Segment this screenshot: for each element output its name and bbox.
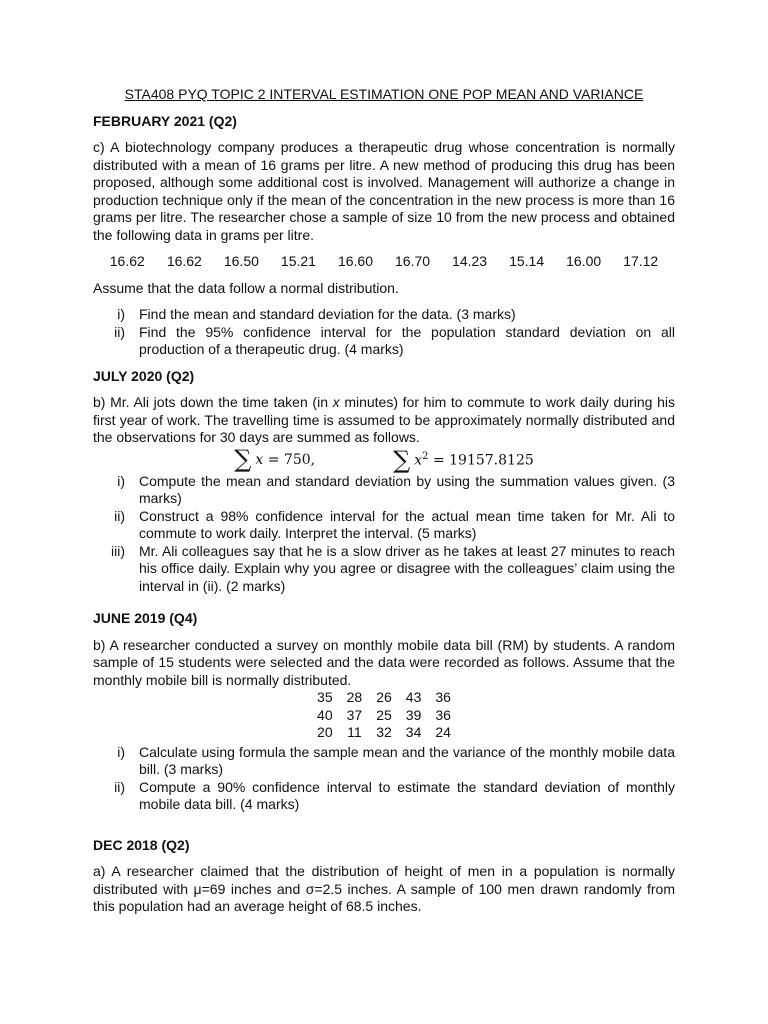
table-cell: 20 (317, 724, 333, 740)
section-heading-jul-2020: JULY 2020 (Q2) (93, 367, 195, 384)
data-value: 16.62 (166, 253, 202, 269)
table-cell: 37 (346, 706, 363, 723)
question-item (93, 324, 675, 359)
table-cell: 34 (405, 724, 422, 740)
question-text: Mr. Ali colleagues say that he is a slow driver as he takes at least 27 minutes to reach his office daily. Explain why you agree or disagree with the colleagues’ claim using the interval in (ii). (2 marks) (139, 542, 675, 594)
table-cell: 40 (317, 706, 333, 723)
question-text: Find the 95% confidence interval for the population standard deviation on all production of a therapeutic drug. (4 marks) (139, 323, 675, 357)
table-cell: 32 (376, 724, 392, 740)
question-item (93, 473, 675, 508)
table-cell: 36 (435, 706, 451, 723)
section-heading-dec-2018: DEC 2018 (Q2) (93, 836, 190, 853)
question-item (93, 306, 675, 324)
question-text: Find the mean and standard deviation for the data. (3 marks) (139, 306, 516, 322)
table-cell: 24 (435, 724, 451, 740)
question-paragraph: a) A researcher claimed that the distribution of height of men in a population is normally distributed with μ=69 inches and σ=2.5 inches. A sample of 100 men drawn randomly from this population had an average height of 68.5 inches. (93, 863, 675, 914)
data-value: 17.12 (623, 253, 659, 269)
table-cell: 36 (435, 689, 451, 705)
question-paragraph: c) A biotechnology company produces a therapeutic drug whose concentration is normally distributed with a mean of 16 grams per litre. A new method of producing this drug has been proposed, although some additional cost is involved. Management will authorize a change in production technique only if the mean of the concentration in the new process is more than 16 grams per litre. The researcher chose a sample of size 10 from the new process and obtained the following data in grams per litre. (93, 139, 675, 243)
data-value: 16.60 (337, 253, 373, 269)
question-text: Compute the mean and standard deviation by using the summation values given. (3 marks) (139, 472, 675, 506)
question-number: ii) (114, 507, 125, 524)
question-text: Compute a 90% confidence interval to estimate the standard deviation of monthly mobile data bill. (4 marks) (139, 778, 675, 812)
data-value: 14.23 (452, 253, 488, 269)
question-text: Calculate using formula the sample mean and the variance of the monthly mobile data bill. (3 marks) (139, 743, 675, 777)
table-cell: 11 (347, 724, 362, 740)
page-title: STA408 PYQ TOPIC 2 INTERVAL ESTIMATION ONE POP MEAN AND VARIANCE (124, 86, 644, 102)
data-values-row (93, 253, 675, 271)
data-value: 16.62 (109, 253, 145, 269)
table-row (310, 707, 458, 725)
data-value: 16.50 (223, 253, 259, 269)
assumption-text: Assume that the data follow a normal distribution. (93, 279, 399, 296)
data-table (310, 689, 458, 742)
table-cell: 25 (376, 706, 392, 723)
question-paragraph: b) Mr. Ali jots down the time taken (in x minutes) for him to commute to work daily during his first year of work. The travelling time is assumed to be approximately normally distributed and the observations for 30 days are summed as follows. (93, 394, 675, 445)
data-value: 15.21 (280, 253, 316, 269)
question-number: i) (117, 306, 125, 322)
summation-x-squared: ∑ $x^2 = 19157.8125$ (393, 446, 534, 475)
question-number: i) (117, 743, 125, 760)
table-cell: 43 (405, 689, 422, 705)
section-heading-feb-2021: FEBRUARY 2021 (Q2) (93, 112, 237, 129)
question-number: ii) (114, 323, 125, 340)
table-row (310, 724, 458, 742)
question-text: Construct a 98% confidence interval for the actual mean time taken for Mr. Ali to commute to work daily. Interpret the interval. (5 marks) (139, 507, 675, 541)
document-content (93, 86, 675, 925)
table-cell: 39 (405, 706, 422, 723)
question-number: ii) (114, 778, 125, 795)
question-item (93, 543, 675, 596)
data-value: 16.00 (566, 253, 602, 269)
table-cell: 26 (376, 689, 392, 705)
summation-formulas (93, 447, 675, 473)
question-item (93, 779, 675, 814)
question-number: iii) (111, 542, 125, 559)
data-value: 16.70 (395, 253, 431, 269)
question-number: i) (117, 472, 125, 489)
data-value: 15.14 (509, 253, 545, 269)
question-list (93, 306, 675, 359)
table-cell: 28 (346, 689, 363, 705)
question-item (93, 508, 675, 543)
question-item (93, 744, 675, 779)
question-list (93, 473, 675, 596)
table-row (310, 689, 458, 707)
table-cell: 35 (317, 689, 333, 705)
summation-x: ∑ x = 750, (234, 445, 316, 474)
question-paragraph: b) A researcher conducted a survey on monthly mobile data bill (RM) by students. A random sample of 15 students were selected and the data were recorded as follows. Assume that the monthly mobile bill is normally distributed. (93, 636, 675, 688)
question-list (93, 744, 675, 814)
section-heading-jun-2019: JUNE 2019 (Q4) (93, 610, 198, 626)
